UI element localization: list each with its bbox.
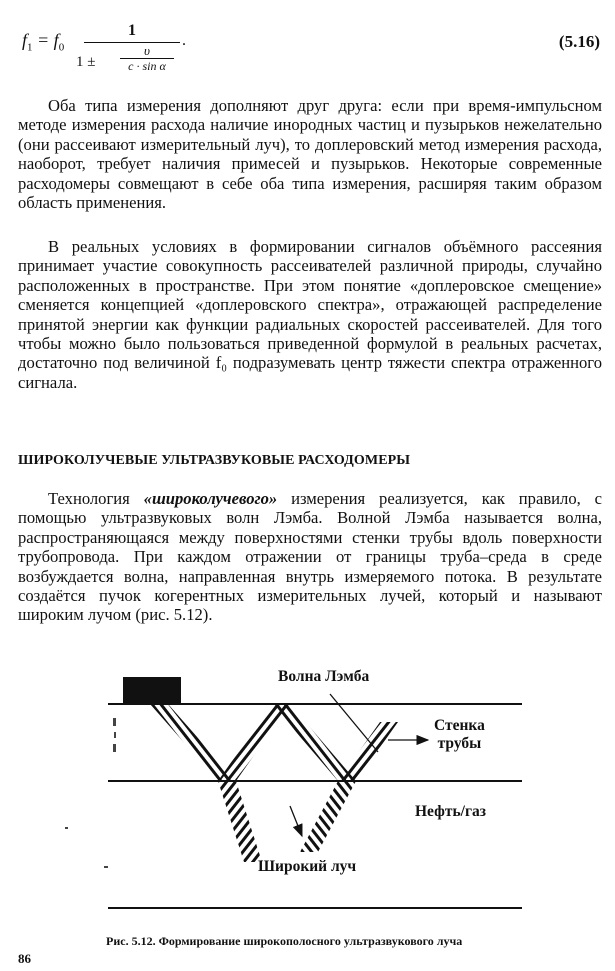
lamb-wave-segment-4 (338, 722, 398, 781)
label-oil-gas: Нефть/газ (415, 803, 486, 820)
fraction-denominator: 1 ± υ c · sin α (84, 43, 180, 83)
emphasis-term: «широколучевого» (143, 489, 278, 508)
fraction-numerator: 1 (128, 22, 136, 39)
section-heading: ШИРОКОЛУЧЕВЫЕ УЛЬТРАЗВУКОВЫЕ РАСХОДОМЕРЫ (18, 453, 411, 468)
figure-5-12 (0, 660, 615, 920)
formula-fraction (76, 22, 180, 83)
paragraph-3: Технология «широколучевого» измерения реализуется, как правило, с помощью ультразвуковых волн Лэмба. Волной Лэмба называется волна, распространяющаяся между поверхностями стенки трубы вдоль поверхности трубопровода. При каждом отражении от границы труба–среда в среде возбуждается волна, направленная внутрь измеряемого потока. В результате создаётся пучок когерентных измерительных лучей, который и называют широким лучом (рис. 5.12). (18, 489, 602, 625)
lamb-wave-leader (330, 694, 378, 752)
inner-fraction: υ c · sin α (120, 43, 174, 74)
wide-beam-arrow (290, 806, 302, 836)
wide-beam-left (218, 781, 262, 862)
transducer-block (123, 677, 181, 704)
formula-5-16: $f_1 = f_0$ 1 1 ± υ c · sin α . (5.16) (22, 22, 602, 86)
wide-beam-right (300, 781, 356, 852)
lamb-wave-segment-2 (218, 704, 290, 781)
label-pipe-wall: Стенка трубы (434, 717, 485, 752)
wide-beam-diagram (0, 660, 615, 920)
equation-number: (5.16) (558, 32, 600, 51)
paragraph-1: Оба типа измерения дополняют друг друга: если при время-импульсном методе измерения расхода наличие инородных частиц и пузырьков нежелательно (они рассеивают измерительный луч), то доплеровский метод измерения расхода, наоборот, требует наличия примесей и пузырьков. Некоторые современные расходомеры совмещают в себе оба типа измерения, расширяя таким образом область применения. (18, 96, 602, 213)
page-number: 86 (18, 951, 31, 966)
label-wide-beam: Широкий луч (258, 858, 357, 875)
lamb-wave-segment-3 (272, 704, 356, 781)
formula-lhs: $f_1 = f_0$ (22, 30, 65, 54)
label-lamb-wave: Волна Лэмба (278, 668, 370, 685)
paragraph-2: В реальных условиях в формировании сигналов объёмного рассеяния принимает участие совокупность рассеивателей различной природы, случайно расположенных в пространстве. При этом понятие «доплеровское смещение» сменяется концепцией «доплеровского спектра», отражающей распределение принятой энергии как функции радиальных скоростей рассеивателей. Для того чтобы можно было пользоваться приведенной формулой в реальных расчетах, достаточно под величиной f₀ подразумевать центр тяжести спектра отраженного сигнала. (18, 237, 602, 392)
lamb-wave-segment-1 (150, 704, 236, 781)
figure-caption: Рис. 5.12. Формирование широкополосного ультразвукового луча (106, 934, 463, 948)
